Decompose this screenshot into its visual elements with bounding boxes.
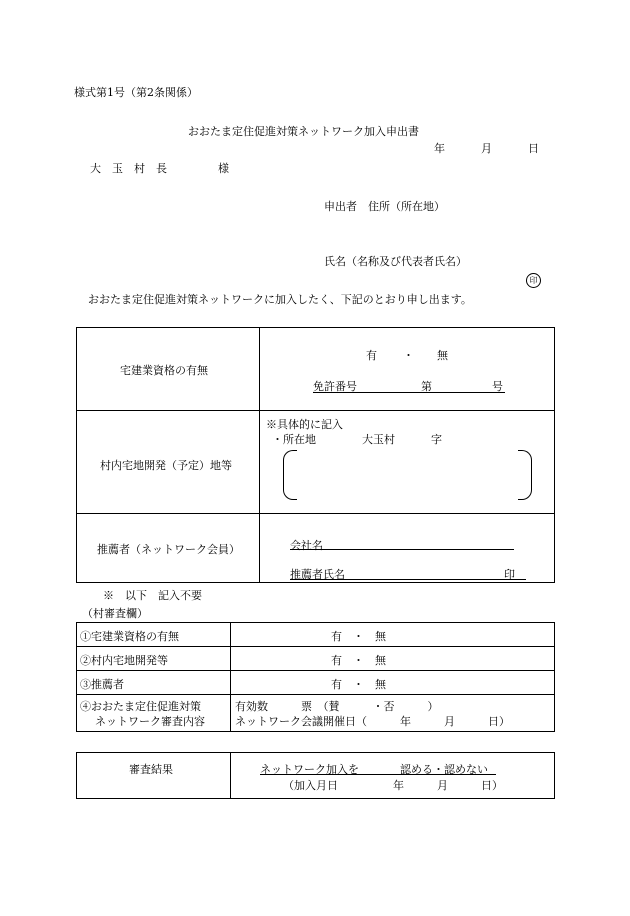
location-aza: 字 [431, 433, 442, 446]
applicant-address-label: 申出者 住所（所在地） [324, 200, 445, 213]
date-year: 年 [434, 142, 445, 155]
review-row4-votes: 有効数 票 （賛 ・否 ） [235, 700, 439, 713]
table-divider [76, 513, 555, 514]
recommender-name-underline [290, 579, 526, 580]
addressee-honorific: 様 [218, 162, 229, 175]
license-number-underline [313, 392, 505, 393]
review-row4-label: ④おおたま定住促進対策 [80, 700, 201, 713]
no-entry-note: ※ 以下 記入不要 [103, 589, 202, 602]
license-yes-option: 有 [366, 349, 377, 362]
recommender-name-label: 推薦者氏名 [290, 568, 345, 581]
review-row4-label-2: ネットワーク審査内容 [95, 715, 205, 728]
location-bracket-right [518, 450, 532, 500]
result-underline [260, 774, 496, 775]
result-options: 認める・認めない [400, 763, 488, 776]
date-month: 月 [481, 142, 492, 155]
license-qualification-label: 宅建業資格の有無 [120, 364, 208, 377]
date-day: 日 [528, 142, 539, 155]
result-prefix: ネットワーク加入を [260, 763, 359, 776]
form-number: 様式第1号（第2条関係） [74, 86, 198, 99]
location-bracket-left [283, 450, 297, 500]
table-divider [76, 670, 555, 671]
license-number-go: 号 [492, 380, 503, 393]
review-row4-meeting-date: ネットワーク会議開催日（ 年 月 日） [235, 715, 510, 728]
company-name-underline [290, 549, 514, 550]
table-divider [230, 752, 231, 799]
addressee-name: 大 玉 村 長 [90, 162, 167, 175]
review-row-label: ②村内宅地開発等 [80, 654, 168, 667]
review-row-value: 有 ・ 無 [331, 654, 386, 667]
recommender-label: 推薦者（ネットワーク会員） [97, 543, 240, 556]
join-date: （加入月日 年 月 日） [283, 779, 503, 792]
license-no-option: 無 [437, 349, 448, 362]
table-divider [76, 694, 555, 695]
seal-icon: 印 [526, 273, 541, 288]
result-label: 審査結果 [129, 763, 173, 776]
development-site-note: ※具体的に記入 [266, 418, 343, 431]
license-separator: ・ [403, 349, 414, 362]
review-row-value: 有 ・ 無 [331, 678, 386, 691]
page-title: おおたま定住促進対策ネットワーク加入申出書 [188, 125, 419, 138]
location-label: ・所在地 [272, 433, 316, 446]
table-divider [230, 622, 231, 732]
table-divider [259, 327, 260, 583]
review-row-value: 有 ・ 無 [331, 630, 386, 643]
table-divider [76, 646, 555, 647]
review-caption: （村審査欄） [82, 607, 148, 620]
license-number-label: 免許番号 [313, 380, 357, 393]
applicant-name-label: 氏名（名称及び代表者氏名） [324, 255, 467, 268]
review-row-label: ③推薦者 [80, 678, 124, 691]
review-row-label: ①宅建業資格の有無 [80, 630, 179, 643]
recommender-seal-label: 印 [504, 568, 515, 581]
intro-text: おおたま定住促進対策ネットワークに加入したく、下記のとおり申し出ます。 [88, 293, 472, 306]
company-name-label: 会社名 [290, 539, 323, 552]
location-village: 大玉村 [362, 433, 395, 446]
license-number-dai: 第 [421, 380, 432, 393]
table-divider [76, 410, 555, 411]
development-site-label: 村内宅地開発（予定）地等 [100, 459, 232, 472]
